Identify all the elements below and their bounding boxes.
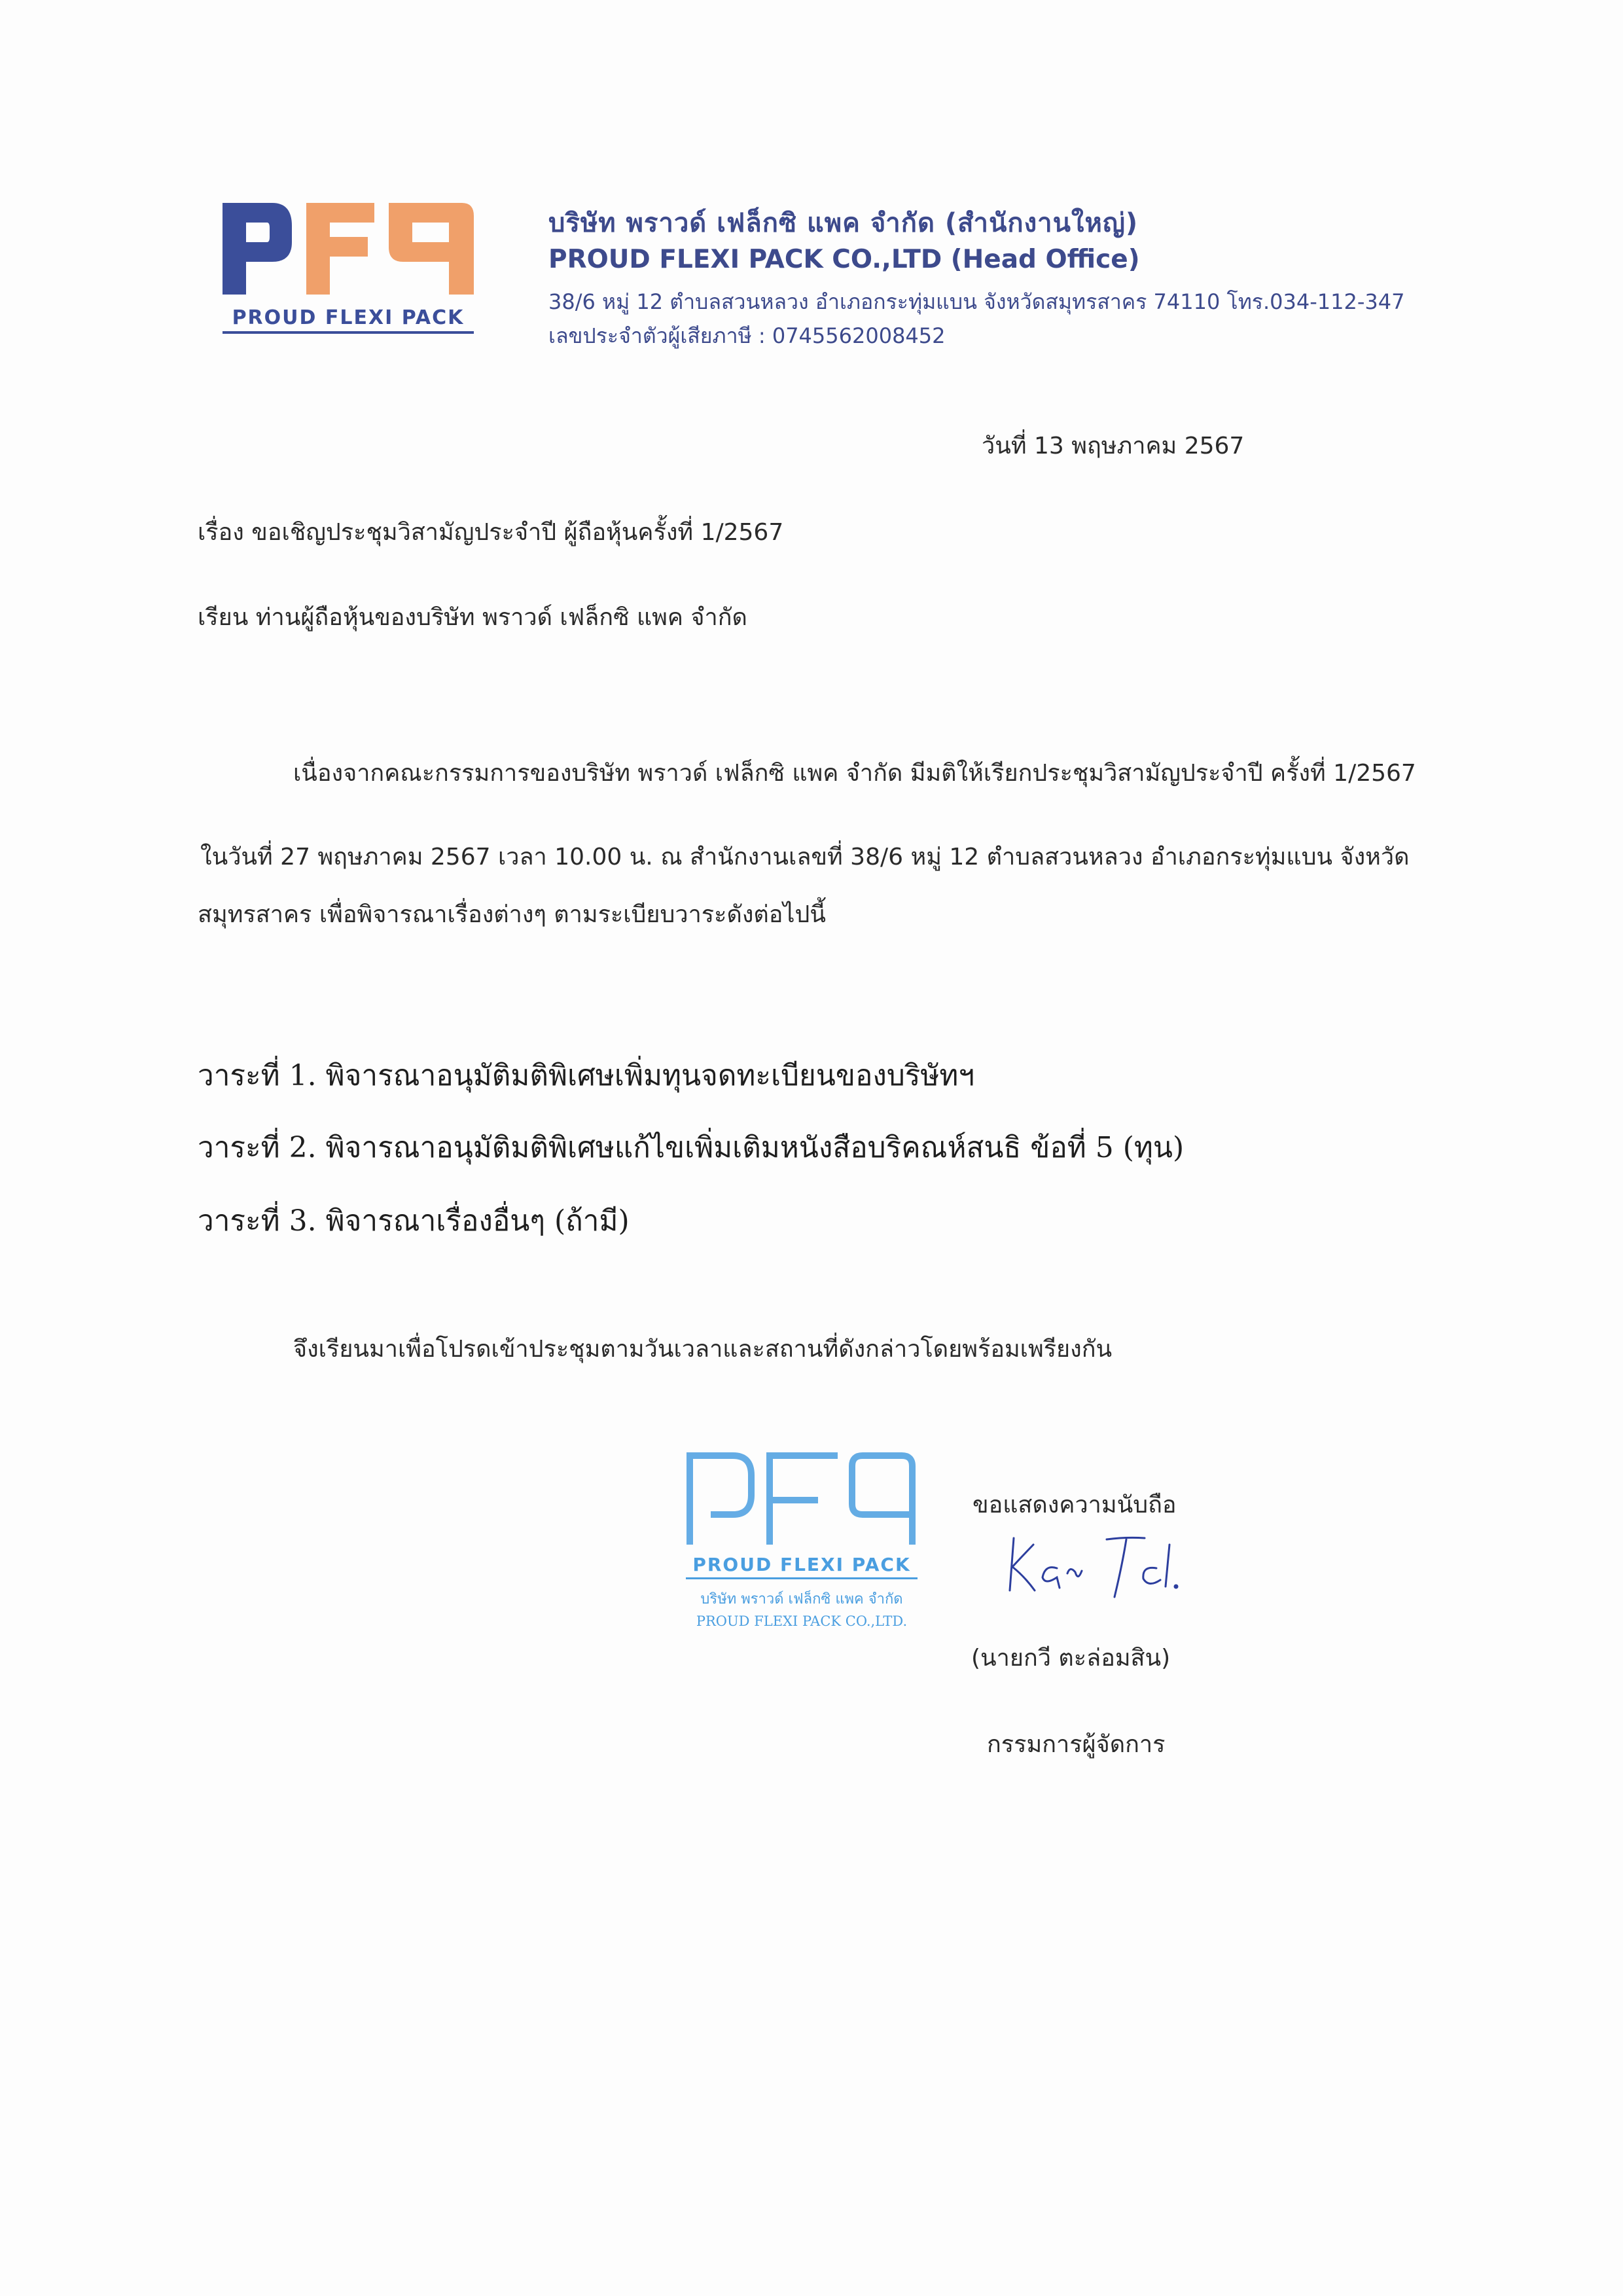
paragraph-line-1: เนื่องจากคณะกรรมการของบริษัท พราวด์ เฟล็กซิ แพค จำกัด มีมติให้เรียกประชุมวิสามัญประจำปี ครั้งที่ 1/2567: [293, 760, 1416, 787]
paragraph-line-2: ในวันที่ 27 พฤษภาคม 2567 เวลา 10.00 น. ณ สำนักงานเลขที่ 38/6 หมู่ 12 ตำบลสวนหลวง อำเภอกระทุ่มแบน จังหวัด: [200, 844, 1410, 870]
signer-name: (นายกวี ตะล่อมสิน): [971, 1645, 1171, 1672]
paragraph-line-3: สมุทรสาคร เพื่อพิจารณาเรื่องต่างๆ ตามระเบียบวาระดังต่อไปนี้: [198, 901, 826, 928]
regards-text: ขอแสดงความนับถือ: [972, 1492, 1177, 1518]
stamp-brand-text: PROUD FLEXI PACK: [692, 1554, 911, 1575]
agenda-item-3: วาระที่ 3. พิจารณาเรื่องอื่นๆ (ถ้ามี): [198, 1204, 630, 1238]
letter-subject: เรื่อง ขอเชิญประชุมวิสามัญประจำปี ผู้ถือหุ้นครั้งที่ 1/2567: [198, 519, 784, 546]
stamp-english-name: PROUD FLEXI PACK CO.,LTD.: [696, 1613, 908, 1629]
company-stamp: [681, 1446, 923, 1636]
closing-sentence: จึงเรียนมาเพื่อโปรดเข้าประชุมตามวันเวลาและสถานที่ดังกล่าวโดยพร้อมเพรียงกัน: [293, 1336, 1113, 1363]
signer-title: กรรมการผู้จัดการ: [987, 1731, 1166, 1758]
agenda-item-2: วาระที่ 2. พิจารณาอนุมัติมติพิเศษแก้ไขเพิ่มเติมหนังสือบริคณห์สนธิ ข้อที่ 5 (ทุน): [198, 1131, 1185, 1164]
agenda-item-1: วาระที่ 1. พิจารณาอนุมัติมติพิเศษเพิ่มทุนจดทะเบียนของบริษัทฯ: [198, 1059, 975, 1092]
stamp-thai-name: บริษัท พราวด์ เฟล็กซิ แพค จำกัด: [700, 1591, 903, 1607]
company-logo: [220, 196, 476, 344]
company-address: 38/6 หมู่ 12 ตำบลสวนหลวง อำเภอกระทุ่มแบน จังหวัดสมุทรสาคร 74110 โทร.034-112-347: [548, 289, 1405, 314]
company-name-english: PROUD FLEXI PACK CO.,LTD (Head Office): [548, 245, 1140, 274]
letter-date: วันที่ 13 พฤษภาคม 2567: [982, 433, 1245, 459]
letter-recipient: เรียน ท่านผู้ถือหุ้นของบริษัท พราวด์ เฟล็กซิ แพค จำกัด: [198, 604, 747, 631]
company-name-thai: บริษัท พราวด์ เฟล็กซิ แพค จำกัด (สำนักงานใหญ่): [548, 208, 1139, 238]
company-tax-id: เลขประจำตัวผู้เสียภาษี : 0745562008452: [548, 323, 946, 348]
logo-brand-text: PROUD FLEXI PACK: [232, 306, 465, 329]
handwritten-signature: [1005, 1525, 1181, 1604]
